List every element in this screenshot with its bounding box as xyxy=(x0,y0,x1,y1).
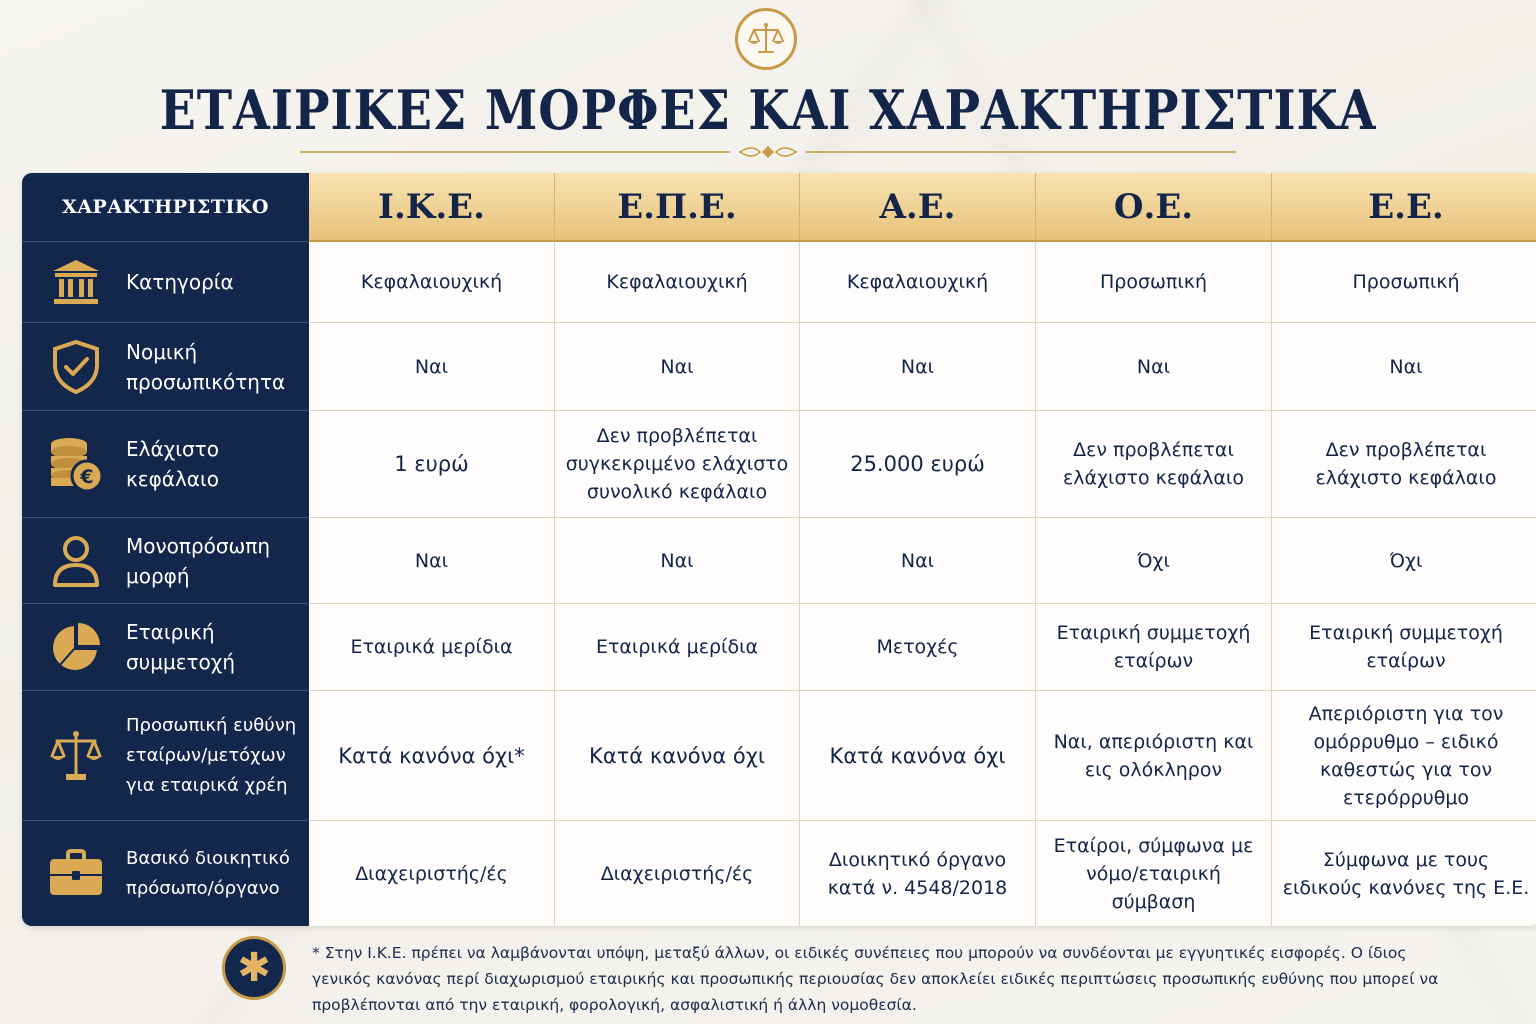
table-cell: Εταιρική συμμετοχή εταίρων xyxy=(1272,604,1536,691)
table-cell: Ναι xyxy=(1036,323,1272,411)
scales-emblem-icon xyxy=(735,8,797,70)
row-label xyxy=(22,821,309,926)
pie-chart-icon xyxy=(46,617,106,677)
footnote-text: Στην Ι.Κ.Ε. πρέπει να λαμβάνονται υπόψη, μεταξύ άλλων, οι ειδικές συνέπειες που μπορούν να συνδέονται με εγγυητικές εισφορές. Ο ίδιος γενικός κανόνας περί διαχωρισμού εταιρικής και προσωπικής περιουσίας δεν αποκλείει ειδικές περιπτώσεις προσωπικής ευθύνης που μπορεί να προβλέπονται από την εταιρική, φορολογική, ασφαλιστική ή άλλη νομοθεσία. xyxy=(312,944,1439,1014)
table-cell: Διαχειριστής/ές xyxy=(309,821,555,926)
table-cell: Διαχειριστής/ές xyxy=(555,821,800,926)
table-cell: Ναι xyxy=(555,518,800,604)
column-header: Α.Ε. xyxy=(800,173,1036,242)
row-label-text: Ελάχιστο κεφάλαιο xyxy=(126,437,219,491)
table-cell: 25.000 ευρώ xyxy=(800,411,1036,518)
row-label xyxy=(22,242,309,323)
table-cell: Κατά κανόνα όχι xyxy=(555,691,800,821)
table-cell: Ναι xyxy=(1272,323,1536,411)
row-label-text: Νομική προσωπικότητα xyxy=(126,339,286,394)
table-cell: Δεν προβλέπεται ελάχιστο κεφάλαιο xyxy=(1036,411,1272,518)
table-cell: Προσωπική xyxy=(1036,242,1272,323)
table-cell: Ναι xyxy=(309,518,555,604)
asterisk-badge-icon: ✱ xyxy=(222,936,286,1000)
building-columns-icon xyxy=(46,252,106,312)
column-header: Ε.Ε. xyxy=(1272,173,1536,242)
table-cell: Εταιρικά μερίδια xyxy=(309,604,555,691)
table-cell: Κεφαλαιουχική xyxy=(309,242,555,323)
table-cell: Όχι xyxy=(1272,518,1536,604)
row-label-text: Βασικό διοικητικό πρόσωπο/όργανο xyxy=(126,847,290,899)
svg-text:€: € xyxy=(80,466,94,488)
column-header: Ο.Ε. xyxy=(1036,173,1272,242)
footnote xyxy=(312,940,1462,1018)
coins-euro-icon xyxy=(46,434,106,494)
person-icon xyxy=(46,531,106,591)
row-label xyxy=(22,411,309,518)
table-row xyxy=(22,518,1536,604)
table-row xyxy=(22,691,1536,821)
table-header-row xyxy=(22,173,1536,242)
row-label xyxy=(22,691,309,821)
row-label-text: Εταιρική συμμετοχή xyxy=(126,620,236,674)
table-cell: Δεν προβλέπεται συγκεκριμένο ελάχιστο συνολικό κεφάλαιο xyxy=(555,411,800,518)
table-cell: Κατά κανόνα όχι xyxy=(800,691,1036,821)
table-cell: Ναι xyxy=(555,323,800,411)
column-header: Ε.Π.Ε. xyxy=(555,173,800,242)
table-row xyxy=(22,323,1536,411)
header-label: ΧΑΡΑΚΤΗΡΙΣΤΙΚΟ xyxy=(22,173,309,242)
briefcase-icon xyxy=(46,844,106,904)
table-cell: Εταιρική συμμετοχή εταίρων xyxy=(1036,604,1272,691)
row-label xyxy=(22,604,309,691)
page-title: ΕΤΑΙΡΙΚΕΣ ΜΟΡΦΕΣ ΚΑΙ ΧΑΡΑΚΤΗΡΙΣΤΙΚΑ xyxy=(159,78,1377,142)
table-cell: Σύμφωνα με τους ειδικούς κανόνες της Ε.Ε. xyxy=(1272,821,1536,926)
row-label-text: Κατηγορία xyxy=(126,270,234,294)
table-cell: Κατά κανόνα όχι* xyxy=(309,691,555,821)
table-row xyxy=(22,604,1536,691)
table-row xyxy=(22,242,1536,323)
table-cell: Εταίροι, σύμφωνα με νόμο/εταιρική σύμβαση xyxy=(1036,821,1272,926)
scales-icon xyxy=(46,726,106,786)
table-cell: Ναι xyxy=(800,323,1036,411)
table-cell: Ναι xyxy=(309,323,555,411)
table-cell: Απεριόριστη για τον ομόρρυθμο – ειδικό καθεστώς για τον ετερόρρυθμο xyxy=(1272,691,1536,821)
footnote-marker: * xyxy=(312,944,320,962)
shield-check-icon xyxy=(46,337,106,397)
table-cell: Όχι xyxy=(1036,518,1272,604)
table-row xyxy=(22,411,1536,518)
table-cell: Κεφαλαιουχική xyxy=(555,242,800,323)
title-divider-ornament xyxy=(300,142,1236,162)
row-label xyxy=(22,518,309,604)
table-row xyxy=(22,821,1536,926)
table-cell: Κεφαλαιουχική xyxy=(800,242,1036,323)
column-header: Ι.Κ.Ε. xyxy=(309,173,555,242)
table-cell: Εταιρικά μερίδια xyxy=(555,604,800,691)
row-label-text: Προσωπική ευθύνη εταίρων/μετόχων για εταιρικά χρέη xyxy=(126,714,297,796)
table-cell: Ναι, απεριόριστη και εις ολόκληρον xyxy=(1036,691,1272,821)
comparison-table xyxy=(22,173,1536,926)
table-cell: Ναι xyxy=(800,518,1036,604)
table-cell: Προσωπική xyxy=(1272,242,1536,323)
table-cell: 1 ευρώ xyxy=(309,411,555,518)
table-cell: Μετοχές xyxy=(800,604,1036,691)
table-cell: Διοικητικό όργανο κατά ν. 4548/2018 xyxy=(800,821,1036,926)
table-cell: Δεν προβλέπεται ελάχιστο κεφάλαιο xyxy=(1272,411,1536,518)
row-label-text: Μονοπρόσωπη μορφή xyxy=(126,533,271,588)
row-label xyxy=(22,323,309,411)
